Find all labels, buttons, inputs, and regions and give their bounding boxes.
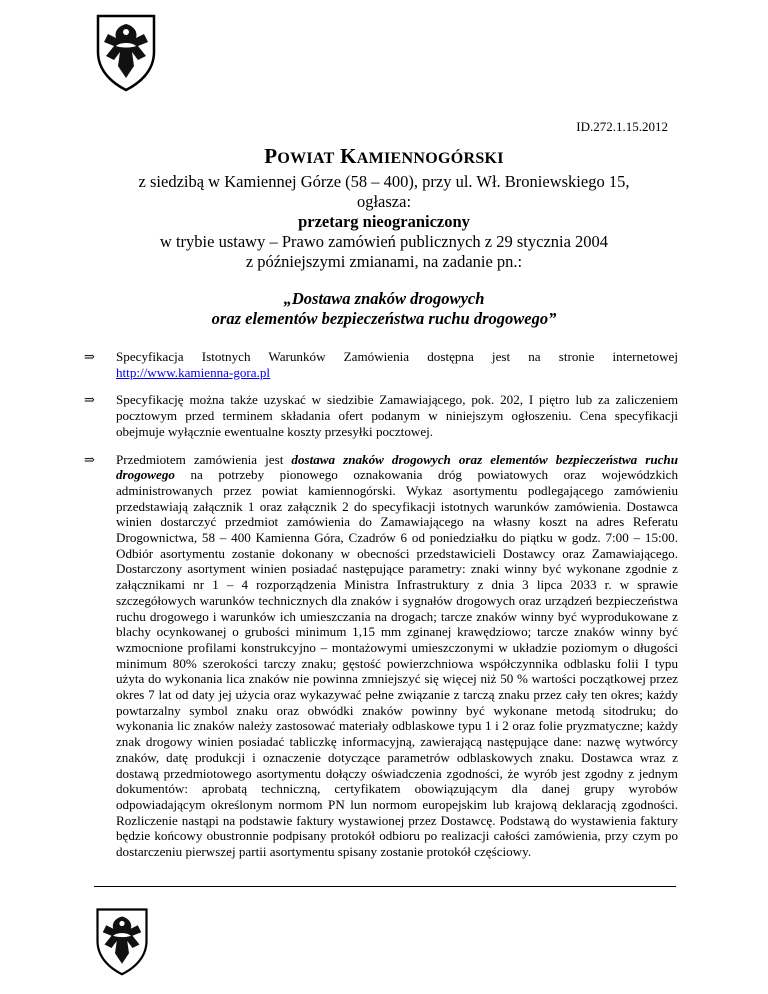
- title-letter: P: [264, 144, 278, 168]
- item-text: [116, 452, 678, 860]
- announcement-items: [84, 349, 678, 872]
- subject-intro: Przedmiotem zamówienia jest: [116, 451, 292, 467]
- obtain-text: Specyfikację można także uzyskać w siedzibie Zamawiającego, pok. 202, I piętro lub za zaliczeniem pocztowym przed terminem składania ofert podanym w niniejszym ogłoszeniu. Cena specyfikacji obejmuje wyłącznie ewentualne koszty przesyłki pocztowej.: [116, 392, 678, 439]
- announcement-header: [0, 143, 768, 272]
- arrow-icon: ⇒: [84, 451, 95, 467]
- item-text: [116, 349, 678, 380]
- subject-line-1: „Dostawa znaków drogowych: [283, 289, 485, 308]
- title-word: OWIAT: [277, 150, 335, 167]
- arrow-icon: ⇒: [84, 392, 95, 408]
- arrow-icon: ⇒: [84, 349, 95, 364]
- footer-divider: [94, 886, 676, 887]
- task-line: z późniejszymi zmianami, na zadanie pn.:: [245, 252, 523, 271]
- law-line: w trybie ustawy – Prawo zamówień publicznych z 29 stycznia 2004: [159, 232, 609, 251]
- announces-line: ogłasza:: [356, 192, 412, 211]
- spec-text: Specyfikacja Istotnych Warunków Zamówienia dostępna jest na stronie internetowej: [116, 349, 678, 364]
- seat-line: z siedzibą w Kamiennej Górze (58 – 400), przy ul. Wł. Broniewskiego 15,: [138, 172, 630, 191]
- list-item-subject: [84, 452, 678, 860]
- order-subject: [0, 289, 768, 329]
- reference-number: ID.272.1.15.2012: [576, 119, 668, 134]
- subject-emphasis: dostawa znaków drogowych oraz elementów bezpieczeństwa ruchu drogowego: [116, 451, 678, 483]
- list-item-specification: [84, 349, 678, 380]
- list-item-obtain: [84, 392, 678, 439]
- title-letter: K: [340, 144, 357, 168]
- coat-of-arms-logo-footer: [94, 905, 150, 977]
- tender-type: przetarg nieograniczony: [298, 212, 470, 231]
- subject-line-2: oraz elementów bezpieczeństwa ruchu drogowego”: [211, 309, 557, 328]
- website-link[interactable]: http://www.kamienna-gora.pl: [116, 364, 271, 380]
- issuer-title: [0, 143, 768, 172]
- title-word: AMIENNOGÓRSKI: [356, 150, 504, 167]
- coat-of-arms-logo: [94, 12, 158, 92]
- subject-rest: na potrzeby pionowego oznakowania dróg powiatowych oraz wojewódzkich administrowanych przez powiat kamiennogórski. Wykaz asortymentu podlegającego zamówieniu przedstawiają załącznik 1 oraz załącznik 2 do specyfikacji istotnych warunków zamówienia. Dostawca winien dostarczyć przedmiot zamówienia do Zamawiającego na własny koszt na adres Referatu Drogownictwa, 58 – 400 Kamienna Góra, Czadrów 6 od poniedziałku do piątku w godz. 7:00 – 15:00. Odbiór asortymentu zostanie dokonany w obecności przedstawicieli Dostawcy oraz Zamawiającego. Dostarczony asortyment winien posiadać następujące parametry: znaki winny być wykonane zgodnie z załącznikami nr 1 – 4 rozporządzenia Ministra Infrastruktury z dnia 3 lipca 2033 r. w sprawie szczegółowych warunków technicznych dla znaków i sygnałów drogowych oraz urządzeń bezpieczeństwa ruchu drogowego i warunków ich umieszczania na drogach; tarcze znaków winny być wyprodukowane z blachy ocynkowanej o grubości minimum 1,15 mm zginanej krawędziowo; tarcze znaków winny być wzmocnione profilami konstrukcyjno – montażowymi umieszczonymi w układzie poziomym o długości minimum 80% szerokości tarczy znaku; gęstość powierzchniowa współczynnika odblasku folii I typu użyta do wykonania lica znaków nie powinna zmniejszyć się więcej niż 50 % wartości początkowej przez okres 7 lat od daty jej użycia oraz wykazywać pełne związanie z tarczą znaku przez cały ten okres; każdy powtarzalny symbol znaku oraz obwódki znaków powinny być wykonane metodą sitodruku; do wykonania lic znaków należy zastosować materiały odblaskowe typu 1 i 2 oraz folie pryzmatyczne; każdy znak drogowy winien posiadać tabliczkę informacyjną, zawierającą następujące dane: nazwę wytwórcy znaków, datę produkcji i oznaczenie dotyczące parametrów odblaskowych znaku. Dostawca wraz z dostawą przedmiotowego asortymentu dołączy oświadczenia zgodności, że wyrób jest zgodny z jednym dokumentów: aprobatą techniczną, certyfikatem obowiązującym dla danej grupy wyrobów odpowiadającym określonym normom PN lun normom europejskim lub krajową deklaracją zgodności. Rozliczenie nastąpi na podstawie faktury wystawionej przez Dostawcę. Podstawą do wystawienia faktury będzie końcowy obustronnie podpisany protokół odbioru po realizacji całości zamówienia, przy czym po dostarczeniu pierwszej partii asortymentu spisany zostanie protokół częściowy.: [116, 467, 678, 860]
